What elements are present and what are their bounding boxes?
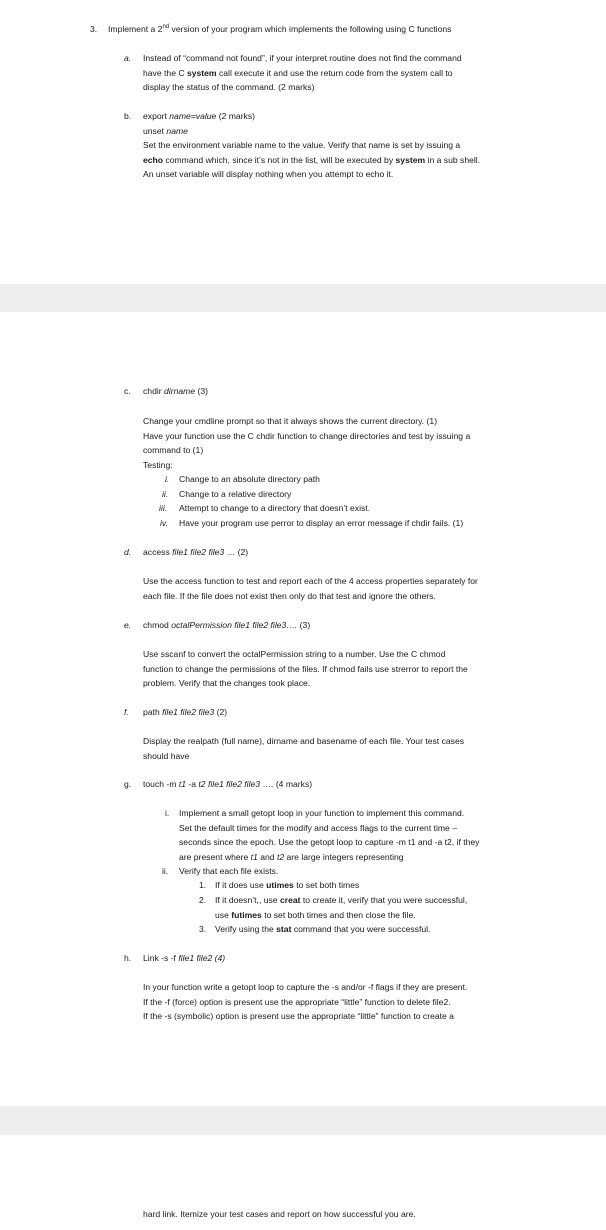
item-d-command: access file1 file2 file3 … (2): [143, 547, 249, 557]
item-c-text: Change your cmdline prompt so that it always shows the current directory. (1) Have your function use the C chdir function to change directories and test by issuing a command to (1) Testing:: [143, 416, 471, 470]
item-b-text: export name=value (2 marks) unset name Set the environment variable name to the value. Verify that name is set by issuing a echo command which, since it’s not in the list, will be executed by system in a sub shell. An unset variable will display nothing when you attempt to echo it.: [143, 111, 481, 180]
question-title: Implement a 2nd version of your program which implements the following using C functions: [108, 24, 452, 34]
item-g-subitem-i-marker: i.: [165, 808, 170, 818]
item-c-command: chdir dirname (3): [143, 386, 208, 396]
item-e-marker: e.: [124, 620, 132, 630]
item-g-step-1-marker: 1.: [199, 880, 207, 890]
item-e-command: chmod octalPermission file1 file2 file3…. (3): [143, 620, 311, 630]
item-a-marker: a.: [124, 53, 132, 63]
item-a-text: Instead of “command not found”, if your interpret routine does not find the command have the C system call execute it and use the return code from the system call to display the status of the command. (2 marks): [143, 53, 462, 93]
item-b-marker: b.: [124, 111, 132, 121]
item-g-command: touch -m t1 -a t2 file1 file2 file3 …. (4 marks): [143, 779, 313, 789]
item-g-step-1-text: If it does use utimes to set both times: [215, 880, 360, 890]
item-h-text: In your function write a getopt loop to capture the -s and/or -f flags if they are present. If the -f (force) option is present use the appropriate “little” function to delete file2. If the -s (symbolic) option is present use the appropriate “little” function to create a: [143, 982, 468, 1022]
item-g-step-3-text: Verify using the stat command that you were successful.: [215, 924, 431, 934]
item-e-text: Use sscanf to convert the octalPermission string to a number. Use the C chmod function to change the permissions of the files. If chmod fails use strerror to report the problem. Verify that the changes took place.: [143, 649, 468, 689]
item-g-subitem-ii-text: Verify that each file exists.: [179, 866, 279, 876]
item-f-command: path file1 file2 file3 (2): [143, 707, 228, 717]
item-h-marker: h.: [124, 953, 132, 963]
item-g-subitem-ii-marker: ii.: [162, 866, 169, 876]
item-f-text: Display the realpath (full name), dirname and basename of each file. Your test cases should have: [143, 736, 465, 761]
item-d-marker: d.: [124, 547, 132, 557]
item-g-step-3-marker: 3.: [199, 924, 207, 934]
page-break-2: [0, 1106, 606, 1135]
question-number: 3.: [90, 24, 98, 34]
item-f-marker: f.: [124, 707, 129, 717]
item-h-text-continued: hard link. Itemize your test cases and report on how successful you are.: [143, 1209, 416, 1219]
item-d-text: Use the access function to test and report each of the 4 access properties separately for each file. If the file does not exist then only do that test and ignore the others.: [143, 576, 478, 601]
item-g-step-2-text: If it doesn’t,, use creat to create it, verify that you were successful, use futimes to set both times and then close the file.: [215, 895, 468, 920]
item-g-marker: g.: [124, 779, 132, 789]
page-break-1: [0, 284, 606, 312]
item-g-step-2-marker: 2.: [199, 895, 207, 905]
item-g-subitem-i-text: Implement a small getopt loop in your function to implement this command. Set the default times for the modify and access flags to the current time – seconds since the epoch. Use the getopt loop to capture -m t1 and -a t2, if they are present where t1 and t2 are large integers representing: [179, 808, 480, 862]
item-h-command: Link -s -f file1 file2 (4): [143, 953, 226, 963]
item-c-marker: c.: [124, 386, 131, 396]
